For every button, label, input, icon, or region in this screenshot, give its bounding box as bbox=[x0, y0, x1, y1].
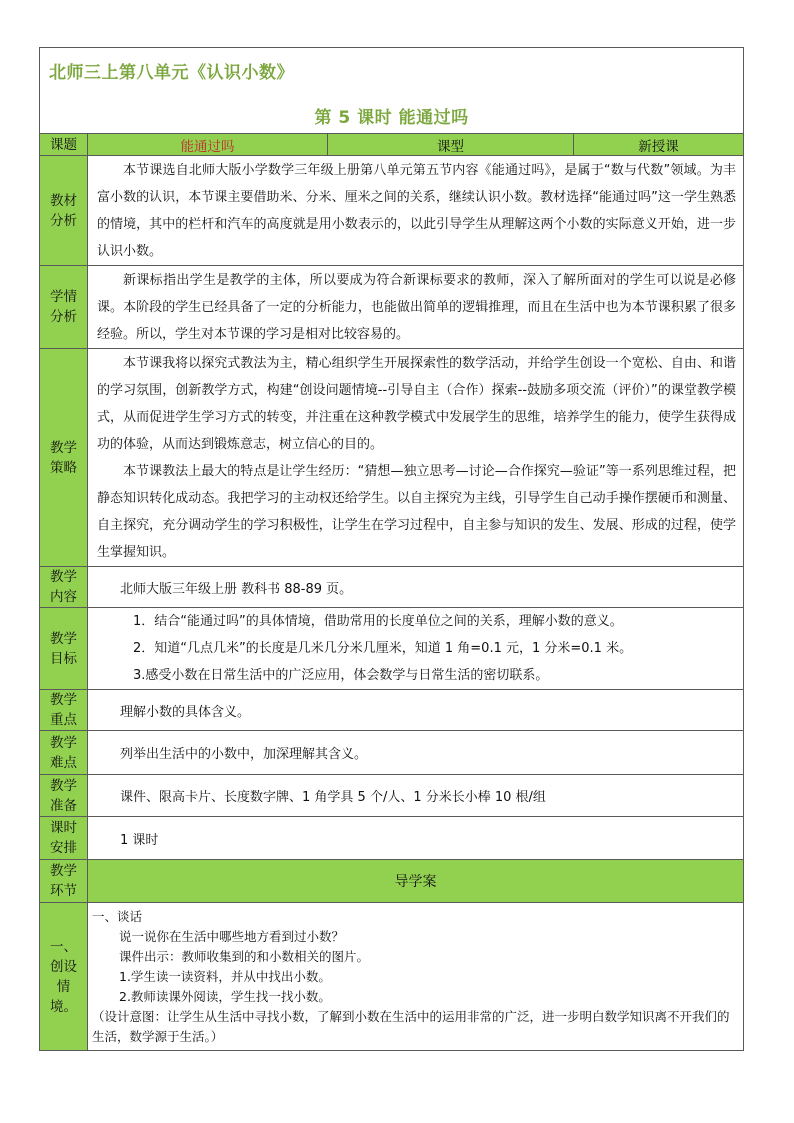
activity1-row bbox=[40, 903, 744, 1051]
key-points-label: 教学 重点 bbox=[40, 690, 88, 731]
goal-item: 2．知道“几点几米”的长度是几米几分米几厘米，知道 1 角=0.1 元，1 分米=0.1 米。 bbox=[133, 641, 633, 656]
type-value: 新授课 bbox=[574, 134, 744, 156]
key-points-text: 理解小数的具体含义。 bbox=[88, 690, 744, 731]
lesson-plan-sheet bbox=[39, 47, 743, 1044]
material-row bbox=[40, 156, 744, 266]
preparation-text: 课件、限高卡片、长度数字牌、1 角学具 5 个/人、1 分米长小棒 10 根/组 bbox=[88, 775, 744, 817]
phase-label: 教学 环节 bbox=[40, 860, 88, 903]
activity-line: 说一说你在生活中哪些地方看到过小数？ bbox=[119, 928, 345, 944]
activity1-label: 一、 创设 情 境。 bbox=[40, 903, 88, 1051]
goal-item: 1．结合“能通过吗”的具体情境，借助常用的长度单位之间的关系，理解小数的意义。 bbox=[133, 614, 623, 629]
strategy-label: 教学 策略 bbox=[40, 349, 88, 567]
title-cell bbox=[40, 48, 744, 134]
students-label: 学情 分析 bbox=[40, 266, 88, 349]
design-intent: （设计意图：让学生从生活中寻找小数，了解到小数在生活中的运用非常的广泛，进一步明白数学知识离不开我们的生活，数学源于生活。） bbox=[92, 1008, 730, 1044]
difficulties-label: 教学 难点 bbox=[40, 731, 88, 775]
lesson-title: 第 5 课时 能通过吗 bbox=[314, 108, 469, 128]
strategy-row bbox=[40, 349, 744, 567]
activity-line: 一、谈话 bbox=[92, 908, 143, 924]
activity1-text bbox=[88, 903, 744, 1051]
activity-line: 课件出示：教师收集到的和小数相关的图片。 bbox=[119, 948, 370, 964]
content-row bbox=[40, 567, 744, 608]
strategy-text: 本节课我将以探究式教法为主，精心组织学生开展探索性的数学活动，并给学生创设一个宽松、自由、和谐的学习氛围，创新教学方式，构建“创设问题情境--引导自主（合作）探索--鼓励多项交流（评价）”的课堂教学模式，从而促进学生学习方式的转变，并注重在这种教学模式中发展学生的思维，培养学生的能力，使学生获得成功的体验，从而达到锻炼意志，树立信心的目的。 本节课教法上最大的特点是让学生经历：“猜想—独立思考—讨论—合作探究—验证”等一系列思维过程，把静态知识转化成动态。我把学习的主动权还给学生。以自主探究为主线，引导学生自己动手操作摆硬币和测量、自主探究，充分调动学生的学习积极性，让学生在学习过程中，自主参与知识的发生、发展、形成的过程，使学生掌握知识。 bbox=[88, 349, 744, 567]
preparation-row bbox=[40, 775, 744, 817]
preparation-label: 教学 准备 bbox=[40, 775, 88, 817]
title-row bbox=[40, 48, 744, 134]
goals-list bbox=[88, 608, 744, 690]
goals-row bbox=[40, 608, 744, 690]
activity-line: 2.教师读课外阅读，学生找一找小数。 bbox=[119, 988, 331, 1004]
topic-value: 能通过吗 bbox=[88, 134, 328, 156]
phase-header-row bbox=[40, 860, 744, 903]
difficulties-text: 列举出生活中的小数中，加深理解其含义。 bbox=[88, 731, 744, 775]
type-label: 课型 bbox=[328, 134, 574, 156]
material-text: 本节课选自北师大版小学数学三年级上册第八单元第五节内容《能通过吗》，是属于“数与代数”领域。为丰富小数的认识，本节课主要借助米、分米、厘米之间的关系，继续认识小数。教材选择“能通过吗”这一学生熟悉的情境，其中的栏杆和汽车的高度就是用小数表示的，以此引导学生从理解这两个小数的实际意义开始，进一步认识小数。 bbox=[88, 156, 744, 266]
topic-label: 课题 bbox=[40, 134, 88, 156]
goal-item: 3.感受小数在日常生活中的广泛应用，体会数学与日常生活的密切联系。 bbox=[133, 668, 549, 683]
guide-plan-header: 导学案 bbox=[88, 860, 744, 903]
schedule-row bbox=[40, 817, 744, 860]
schedule-text: 1 课时 bbox=[88, 817, 744, 860]
difficulties-row bbox=[40, 731, 744, 775]
activity-line: 1.学生读一读资料，并从中找出小数。 bbox=[119, 968, 331, 984]
key-points-row bbox=[40, 690, 744, 731]
document-title: 北师三上第八单元《认识小数》 bbox=[49, 63, 294, 83]
students-row bbox=[40, 266, 744, 349]
goals-label: 教学 目标 bbox=[40, 608, 88, 690]
students-text: 新课标指出学生是教学的主体，所以要成为符合新课标要求的教师，深入了解所面对的学生可以说是必修课。本阶段的学生已经具备了一定的分析能力，也能做出简单的逻辑推理，而且在生活中也为本节课积累了很多经验。所以，学生对本节课的学习是相对比较容易的。 bbox=[88, 266, 744, 349]
content-label: 教学 内容 bbox=[40, 567, 88, 608]
schedule-label: 课时 安排 bbox=[40, 817, 88, 860]
info-row bbox=[40, 134, 744, 156]
content-text: 北师大版三年级上册 教科书 88-89 页。 bbox=[88, 567, 744, 608]
lesson-plan-table bbox=[39, 47, 744, 1051]
material-label: 教材 分析 bbox=[40, 156, 88, 266]
